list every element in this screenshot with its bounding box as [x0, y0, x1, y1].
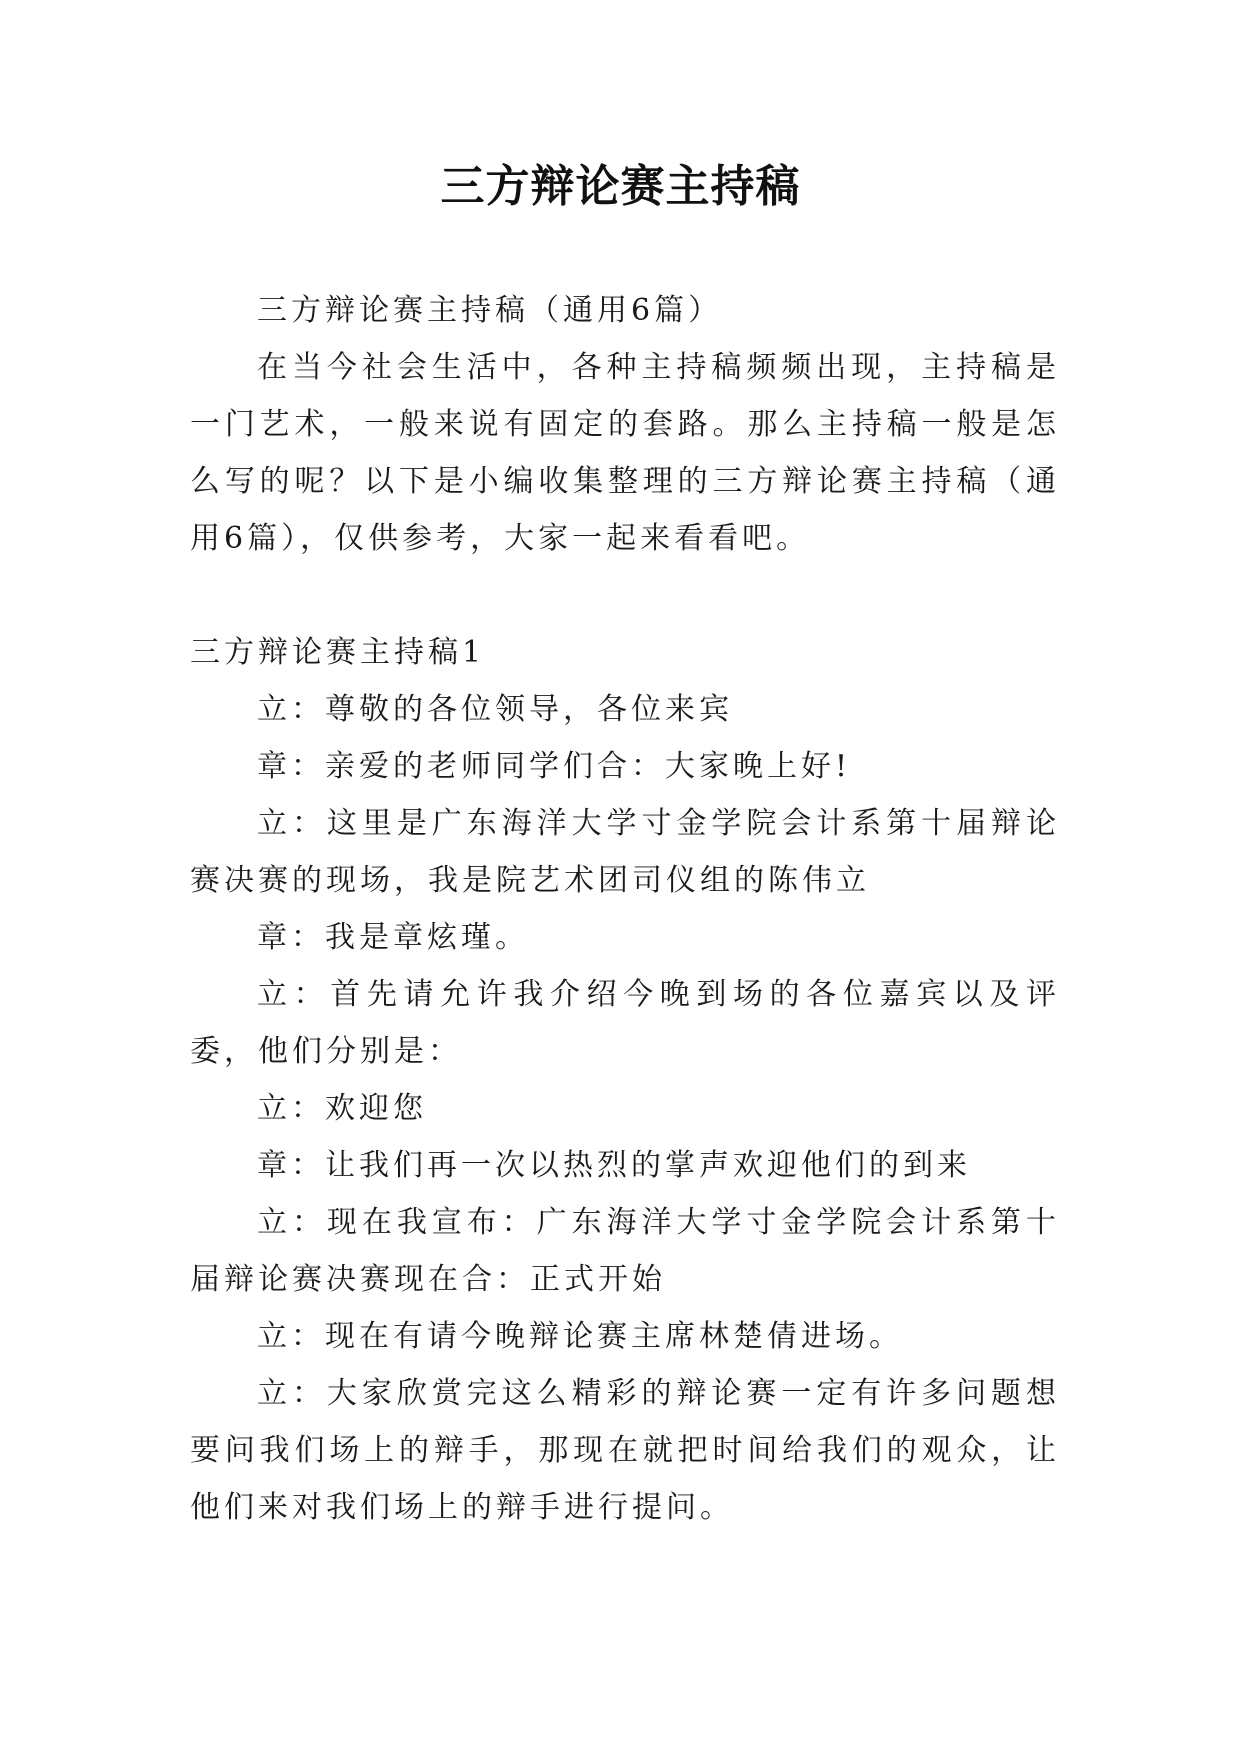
dialogue-line: 章：亲爱的老师同学们合：大家晚上好!: [257, 749, 852, 784]
dialogue-line: 立：这里是广东海洋大学寸金学院会计系第十届辩论赛决赛的现场，我是院艺术团司仪组的陈伟立: [190, 806, 1060, 898]
dialogue-line: 立：现在有请今晚辩论赛主席林楚倩进场。: [257, 1319, 903, 1354]
document-body: [190, 282, 1060, 1536]
intro-paragraph: 在当今社会生活中，各种主持稿频频出现，主持稿是一门艺术，一般来说有固定的套路。那么主持稿一般是怎么写的呢？以下是小编收集整理的三方辩论赛主持稿（通用6篇），仅供参考，大家一起来看看吧。: [190, 350, 1060, 556]
section-heading: 三方辩论赛主持稿1: [190, 635, 486, 670]
document-subtitle: 三方辩论赛主持稿（通用6篇）: [257, 293, 723, 328]
dialogue-line: 立：尊敬的各位领导，各位来宾: [257, 692, 733, 727]
dialogue-line: 立：欢迎您: [257, 1091, 427, 1126]
dialogue-line: 章：让我们再一次以热烈的掌声欢迎他们的到来: [257, 1148, 971, 1183]
document-title: 三方辩论赛主持稿: [440, 161, 801, 212]
dialogue-line: 立：现在我宣布：广东海洋大学寸金学院会计系第十届辩论赛决赛现在合：正式开始: [190, 1205, 1060, 1297]
dialogue-line: 章：我是章炫瑾。: [257, 920, 529, 955]
dialogue-line: 立：大家欣赏完这么精彩的辩论赛一定有许多问题想要问我们场上的辩手，那现在就把时间给我们的观众，让他们来对我们场上的辩手进行提问。: [190, 1376, 1060, 1525]
dialogue-line: 立：首先请允许我介绍今晚到场的各位嘉宾以及评委，他们分别是：: [190, 977, 1060, 1069]
